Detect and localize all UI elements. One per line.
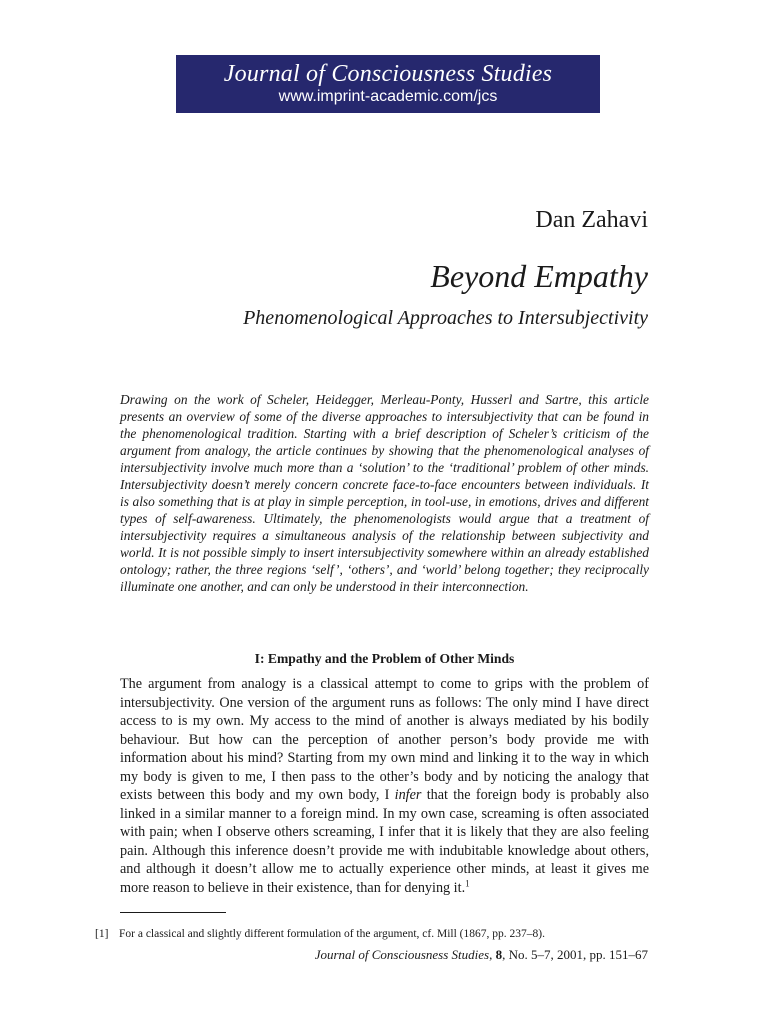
footnote-text: For a classical and slightly different formulation of the argument, cf. Mill (1867, pp. 237–8). [119, 928, 545, 940]
footnote-divider [120, 912, 226, 913]
journal-name: Journal of Consciousness Studies [223, 61, 553, 87]
body-paragraph [120, 675, 649, 897]
page-citation [315, 946, 648, 963]
article-title: Beyond Empathy [430, 258, 648, 294]
citation-separator: , [489, 947, 496, 962]
article-subtitle: Phenomenological Approaches to Intersubjectivity [243, 307, 648, 329]
citation-journal: Journal of Consciousness Studies [314, 947, 490, 962]
footnote [95, 927, 655, 942]
citation-volume: 8 [495, 947, 503, 962]
journal-url[interactable]: www.imprint-academic.com/jcs [278, 88, 498, 105]
body-text-emphasis: infer [394, 787, 422, 803]
abstract: Drawing on the work of Scheler, Heidegger, Merleau-Ponty, Husserl and Sartre, this article presents an overview of some of the diverse approaches to intersubjectivity that can be found in the phenomenological tradition. Starting with a brief description of Scheler’s criticism of the argument from analogy, the article continues by showing that the phenomenological analyses of intersubjectivity involve much more than a ‘solution’ to the ‘traditional’ problem of other minds. Intersubjectivity doesn’t merely concern concrete face-to-face encounters between individuals. It is also something that is at play in simple perception, in tool-use, in emotions, drives and different types of self-awareness. Ultimately, the phenomenologists would argue that a treatment of intersubjectivity requires a simultaneous analysis of the relationship between subjectivity and world. It is not possible simply to insert intersubjectivity somewhere within an already established ontology; rather, the three regions ‘self’, ‘others’, and ‘world’ belong together; they reciprocally illuminate one another, and can only be understood in their interconnection. [120, 392, 649, 594]
author-name: Dan Zahavi [535, 207, 648, 233]
body-text-part1: The argument from analogy is a classical attempt to come to grips with the problem of intersubjectivity. One version of the argument runs as follows: The only mind I have direct access to is my own. My access to the mind of another is always mediated by his bodily behaviour. But how can the perception of another person’s body provide me with information about his mind? Starting from my own mind and linking it to the way in which my body is given to me, I then pass to the other’s body and by noticing the analogy that exists between this body and my own body, I [120, 676, 649, 803]
footnote-number: [1] [95, 928, 109, 940]
citation-details: , No. 5–7, 2001, pp. 151–67 [502, 947, 648, 962]
body-text-part2: that the foreign body is probably also linked in a similar manner to a foreign mind. In my own case, screaming is often associated with pain; when I observe others screaming, I infer that it is likely that they are also feeling pain. Although this inference doesn’t provide me with indubitable knowledge about others, and although it doesn’t allow me to actually experience other minds, at least it gives me more reason to believe in their existence, than for denying it. [120, 787, 650, 896]
journal-banner [176, 55, 600, 113]
footnote-reference[interactable]: 1 [465, 877, 470, 888]
section-heading: I: Empathy and the Problem of Other Minds [254, 651, 515, 666]
